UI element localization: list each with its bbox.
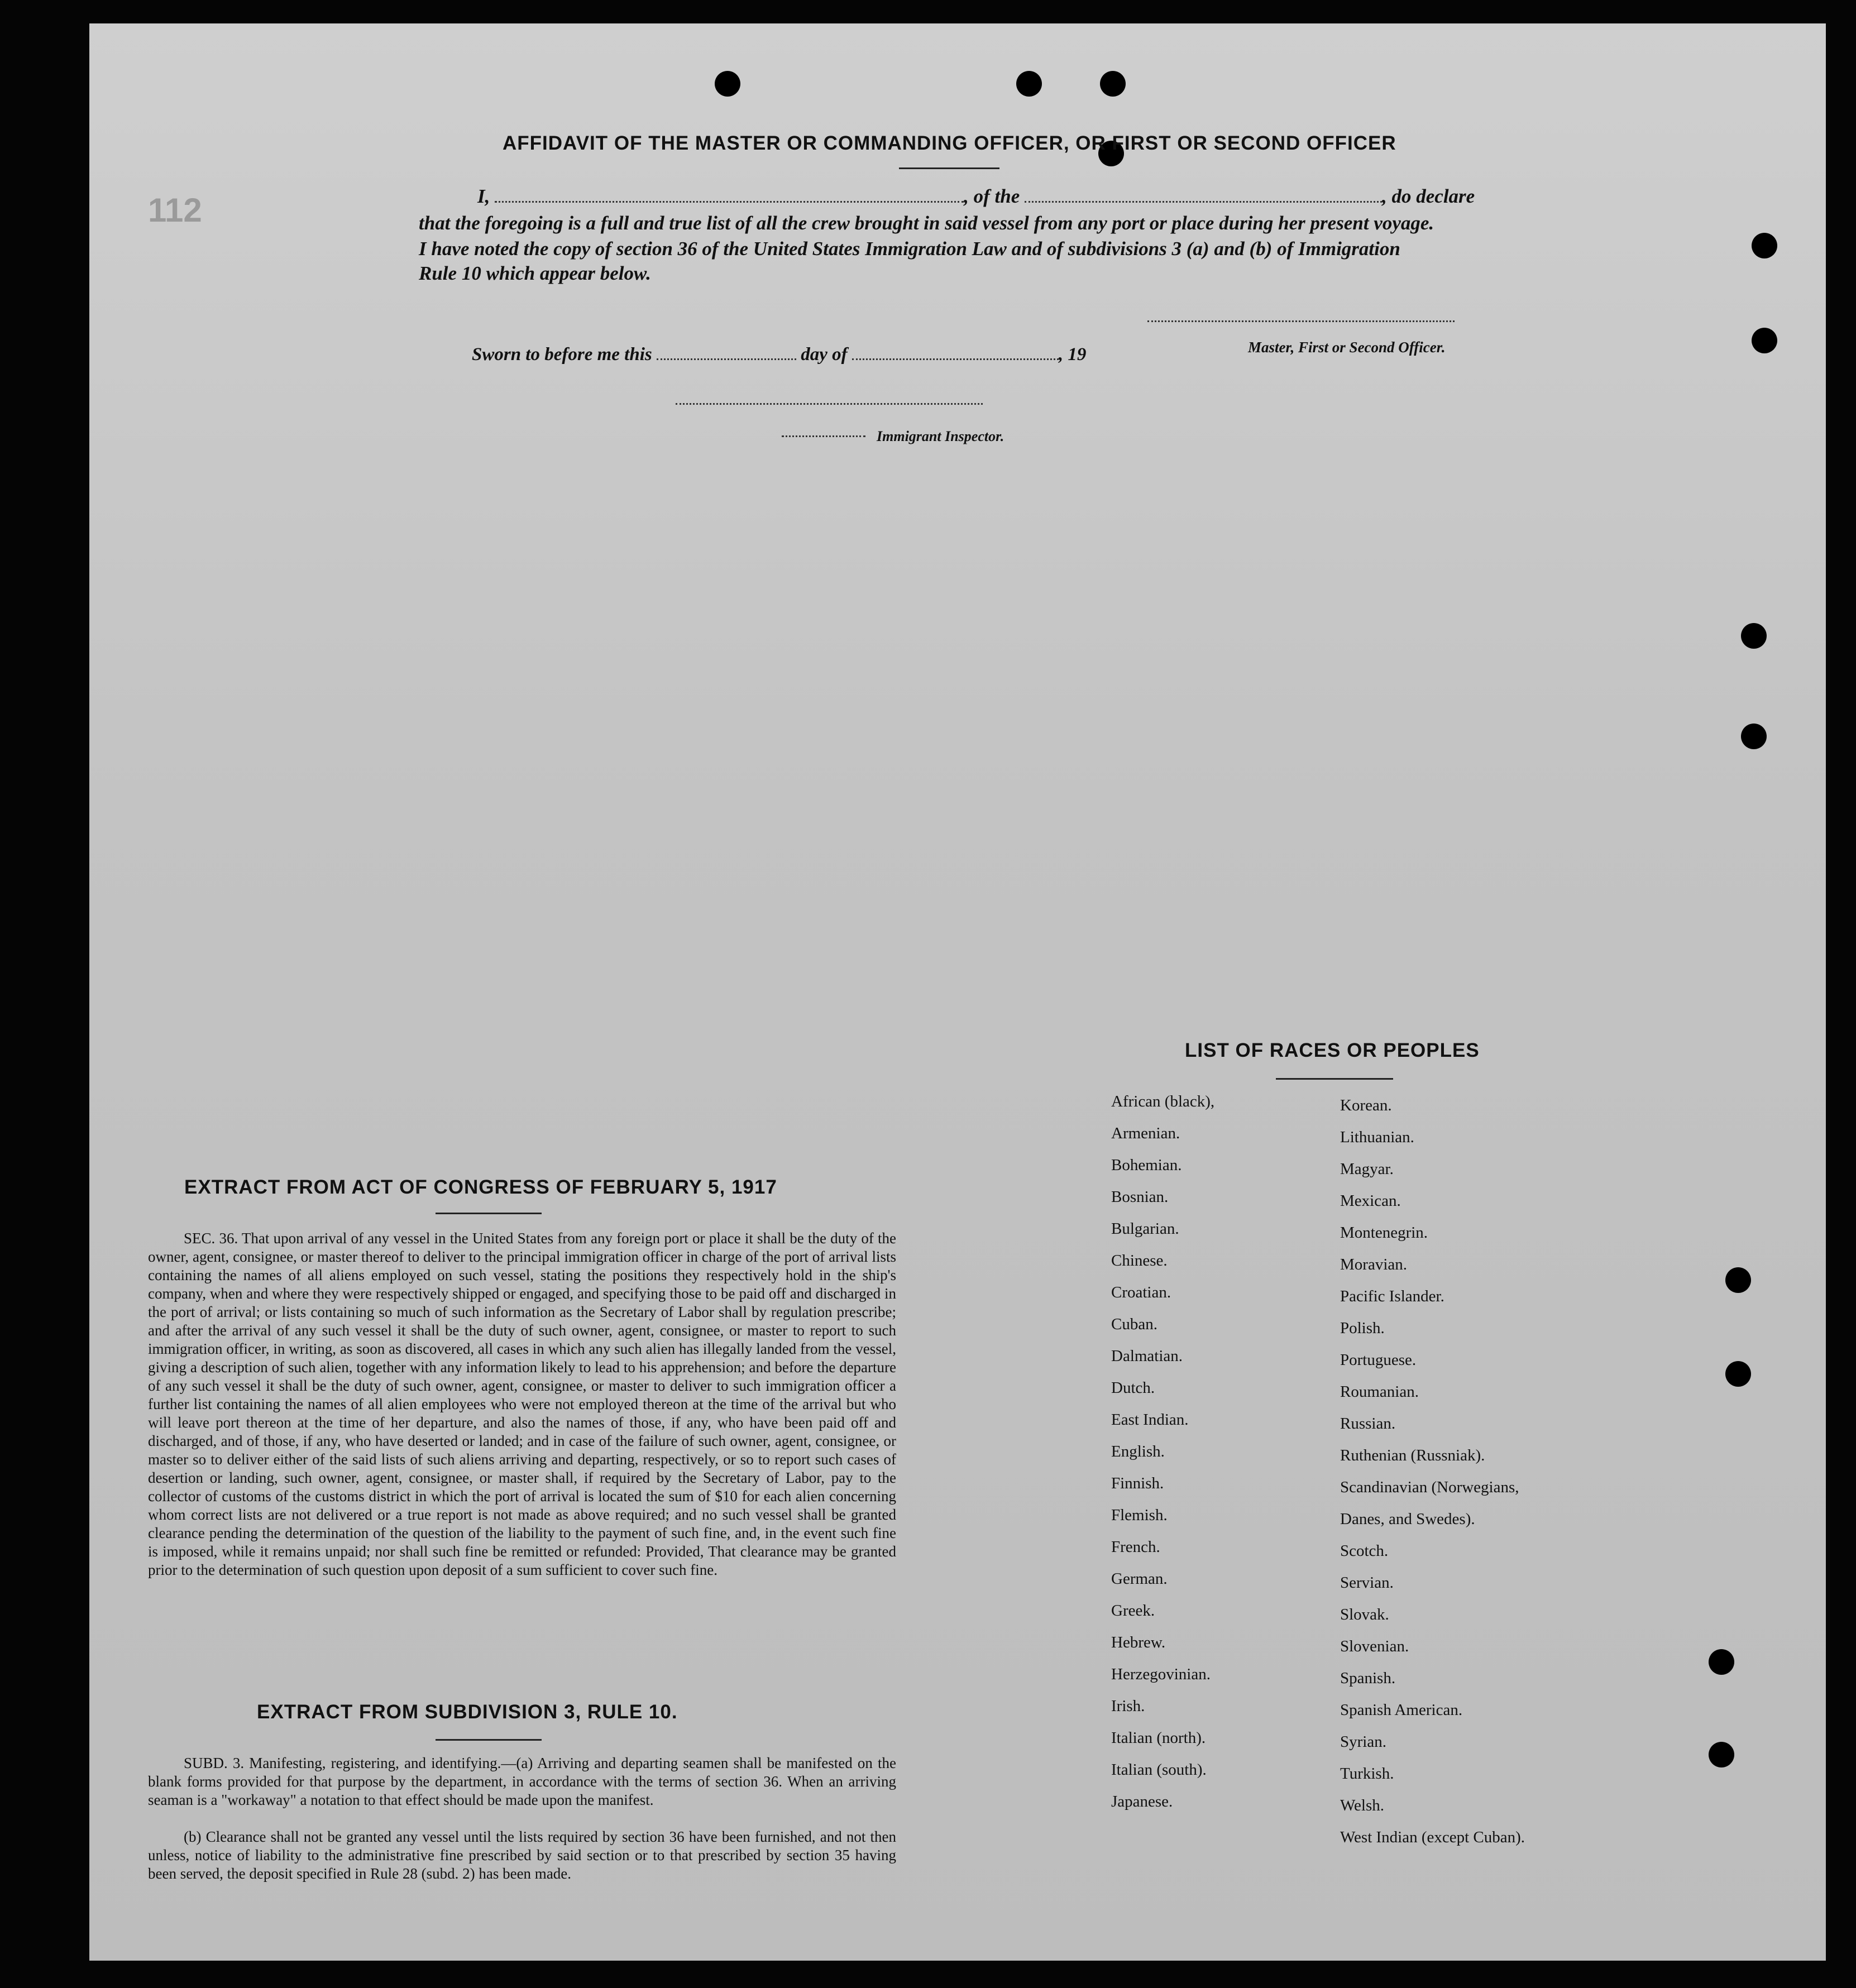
races-left-column — [1111, 1086, 1214, 1818]
race-item-right: Scotch. — [1340, 1542, 1389, 1560]
inspector-signature-line[interactable] — [676, 403, 983, 405]
race-item-right: Mexican. — [1340, 1192, 1401, 1210]
race-item-left: Greek. — [1111, 1602, 1155, 1620]
race-item-right: Scandinavian (Norwegians, — [1340, 1478, 1519, 1496]
punch-hole — [1741, 623, 1767, 649]
extract-rule-para-a: SUBD. 3. Manifesting, registering, and identifying.—(a) Arriving and departing seamen shall be manifested on the blank forms provided for that purpose by the department, in accordance with the terms of section 36. When an arriving seaman is a "workaway" a notation to that effect should be made upon the manifest. — [148, 1755, 896, 1808]
document-page — [89, 23, 1826, 1961]
race-item-left: Dalmatian. — [1111, 1347, 1183, 1365]
race-item-right: Pacific Islander. — [1340, 1287, 1444, 1305]
race-item-right: Servian. — [1340, 1574, 1394, 1592]
affidavit-title-rule — [899, 167, 999, 169]
race-item-left: Cuban. — [1111, 1315, 1157, 1333]
extract-rule-title: EXTRACT FROM SUBDIVISION 3, RULE 10. — [257, 1701, 678, 1723]
race-item-left: Italian (south). — [1111, 1761, 1207, 1779]
race-item-left: Irish. — [1111, 1697, 1145, 1715]
affidavit-line1-end: , do declare — [1382, 185, 1475, 207]
race-item-left: German. — [1111, 1570, 1168, 1588]
affidavit-title: AFFIDAVIT OF THE MASTER OR COMMANDING OFFICER, OR FIRST OR SECOND OFFICER — [503, 132, 1396, 154]
race-item-right: Lithuanian. — [1340, 1128, 1414, 1146]
extract-act-rule — [436, 1213, 542, 1214]
race-item-right: Ruthenian (Russniak). — [1340, 1446, 1485, 1464]
punch-hole — [1752, 328, 1777, 353]
races-title-rule — [1276, 1078, 1393, 1080]
race-item-right: Syrian. — [1340, 1733, 1386, 1751]
race-item-left: Finnish. — [1111, 1474, 1164, 1492]
race-item-right: Danes, and Swedes). — [1340, 1510, 1475, 1528]
race-item-right: Slovenian. — [1340, 1637, 1409, 1655]
race-item-right: Montenegrin. — [1340, 1224, 1428, 1242]
race-item-left: Chinese. — [1111, 1252, 1168, 1270]
race-item-left: Japanese. — [1111, 1793, 1173, 1810]
race-item-left: Bulgarian. — [1111, 1220, 1179, 1238]
extract-rule-para-b: (b) Clearance shall not be granted any vessel until the lists required by section 36 have been furnished, and not then unless, notice of liability to the administrative fine prescribed by said section or to that prescribed by section 35 having been served, the deposit specified in Rule 28 (subd. 2) has been made. — [148, 1828, 896, 1882]
extract-act-text: SEC. 36. That upon arrival of any vessel in the United States from any foreign port or place it shall be the duty of the owner, agent, consignee, or master thereof to deliver to the principal immigration officer in charge of the port of arrival lists containing the names of all aliens employed on such vessel, stating the positions they respectively hold in the ship's company, when and where they were respectively shipped or engaged, and specifying those to be paid off and discharged in the port of arrival; or lists containing so much of such information as the Secretary of Labor shall by regulation prescribe; and after the arrival of any such vessel it shall be the duty of such owner, agent, consignee, or master to report to such immigration officer, in writing, as soon as discovered, all cases in which any such alien has illegally landed from the vessel, giving a description of such alien, together with any information likely to lead to his apprehension; and before the departure of any such vessel it shall be the duty of such owner, agent, consignee, or master to deliver to such immigration officer a further list containing the names of all alien employees who were not employed thereon at the time of the arrival but who will leave port thereon at the time of her departure, and also the names of those, if any, who have been paid off and discharged, and of those, if any, who have deserted or landed; and in case of the failure of such owner, agent, consignee, or master so to deliver either of the said lists of such aliens arriving and departing, respectively, or so to report such cases of desertion or landing, such owner, agent, consignee, or master shall, if required by the Secretary of Labor, pay to the collector of customs of the customs district in which the port of arrival is located the sum of $10 for each alien concerning whom correct lists are not delivered or a true report is not made as above required; and no such vessel shall be granted clearance pending the determination of the question of the liability to the payment of such fine, and, in the event such fine is imposed, while it remains unpaid; nor shall such fine be remitted or refunded: Provided, That clearance may be granted prior to the determination of such question upon deposit of a sum sufficient to cover such fine. — [148, 1230, 896, 1578]
race-item-right: Slovak. — [1340, 1606, 1389, 1623]
sworn-day-label: day of — [801, 344, 848, 365]
race-item-right: Korean. — [1340, 1096, 1392, 1114]
race-item-right: Moravian. — [1340, 1256, 1407, 1273]
race-item-left: Bohemian. — [1111, 1156, 1182, 1174]
race-item-left: Croatian. — [1111, 1283, 1171, 1301]
vessel-field[interactable] — [1025, 188, 1382, 203]
race-item-right: Portuguese. — [1340, 1351, 1417, 1369]
sworn-month-field[interactable] — [852, 345, 1059, 360]
race-item-right: Turkish. — [1340, 1765, 1394, 1783]
race-item-right: Spanish American. — [1340, 1701, 1463, 1719]
races-right-column — [1340, 1090, 1525, 1853]
race-item-left: Dutch. — [1111, 1379, 1155, 1397]
affidavit-line1-mid: , of the — [964, 185, 1020, 207]
affidavit-line1-start: I, — [477, 185, 490, 207]
punch-hole — [715, 71, 740, 97]
race-item-right: Roumanian. — [1340, 1383, 1419, 1401]
extract-act-title: EXTRACT FROM ACT OF CONGRESS OF FEBRUARY 5, 1917 — [184, 1176, 777, 1198]
races-title: LIST OF RACES OR PEOPLES — [1185, 1039, 1480, 1061]
affidavit-line-3: I have noted the copy of section 36 of the United States Immigration Law and of subdivisions 3 (a) and (b) of Immigration — [419, 238, 1400, 260]
inspector-label: Immigrant Inspector. — [877, 428, 1004, 444]
race-item-left: Bosnian. — [1111, 1188, 1169, 1206]
punch-hole — [1725, 1267, 1751, 1293]
punch-hole — [1016, 71, 1042, 97]
punch-hole — [1725, 1361, 1751, 1387]
punch-hole — [1100, 71, 1126, 97]
sworn-year-label: , 19 — [1058, 344, 1087, 365]
sworn-start: Sworn to before me this — [472, 344, 652, 365]
race-item-right: Russian. — [1340, 1415, 1396, 1433]
affidavit-line-4: Rule 10 which appear below. — [419, 262, 651, 284]
race-item-left: French. — [1111, 1538, 1160, 1556]
sworn-date-field[interactable] — [657, 345, 796, 360]
affidavit-line-2: that the foregoing is a full and true list of all the crew brought in said vessel from any port or place during her present voyage. — [419, 212, 1434, 234]
race-item-left: Italian (north). — [1111, 1729, 1206, 1747]
race-item-left: Hebrew. — [1111, 1633, 1166, 1651]
punch-hole — [1709, 1742, 1734, 1767]
race-item-left: Flemish. — [1111, 1506, 1168, 1524]
race-item-left: Herzegovinian. — [1111, 1665, 1211, 1683]
race-item-left: English. — [1111, 1443, 1165, 1460]
race-item-right: Magyar. — [1340, 1160, 1394, 1178]
race-item-right: Spanish. — [1340, 1669, 1396, 1687]
affidavit-line-1 — [477, 185, 1475, 208]
master-label: Master, First or Second Officer. — [1248, 339, 1446, 356]
punch-hole — [1709, 1649, 1734, 1675]
race-item-right: Welsh. — [1340, 1797, 1385, 1814]
margin-mark: 112 — [148, 191, 202, 229]
race-item-left: East Indian. — [1111, 1411, 1189, 1429]
punch-hole — [1752, 233, 1777, 258]
sworn-line — [472, 344, 1086, 365]
name-field[interactable] — [495, 188, 964, 203]
race-item-left: African (black), — [1111, 1093, 1215, 1110]
race-item-right: Polish. — [1340, 1319, 1385, 1337]
race-item-right: West Indian (except Cuban). — [1340, 1828, 1525, 1846]
master-signature-line[interactable] — [1147, 320, 1455, 322]
race-item-left: Armenian. — [1111, 1124, 1180, 1142]
inspector-signature-line-short[interactable] — [782, 435, 865, 437]
punch-hole — [1741, 724, 1767, 749]
extract-rule-rule — [436, 1739, 542, 1741]
